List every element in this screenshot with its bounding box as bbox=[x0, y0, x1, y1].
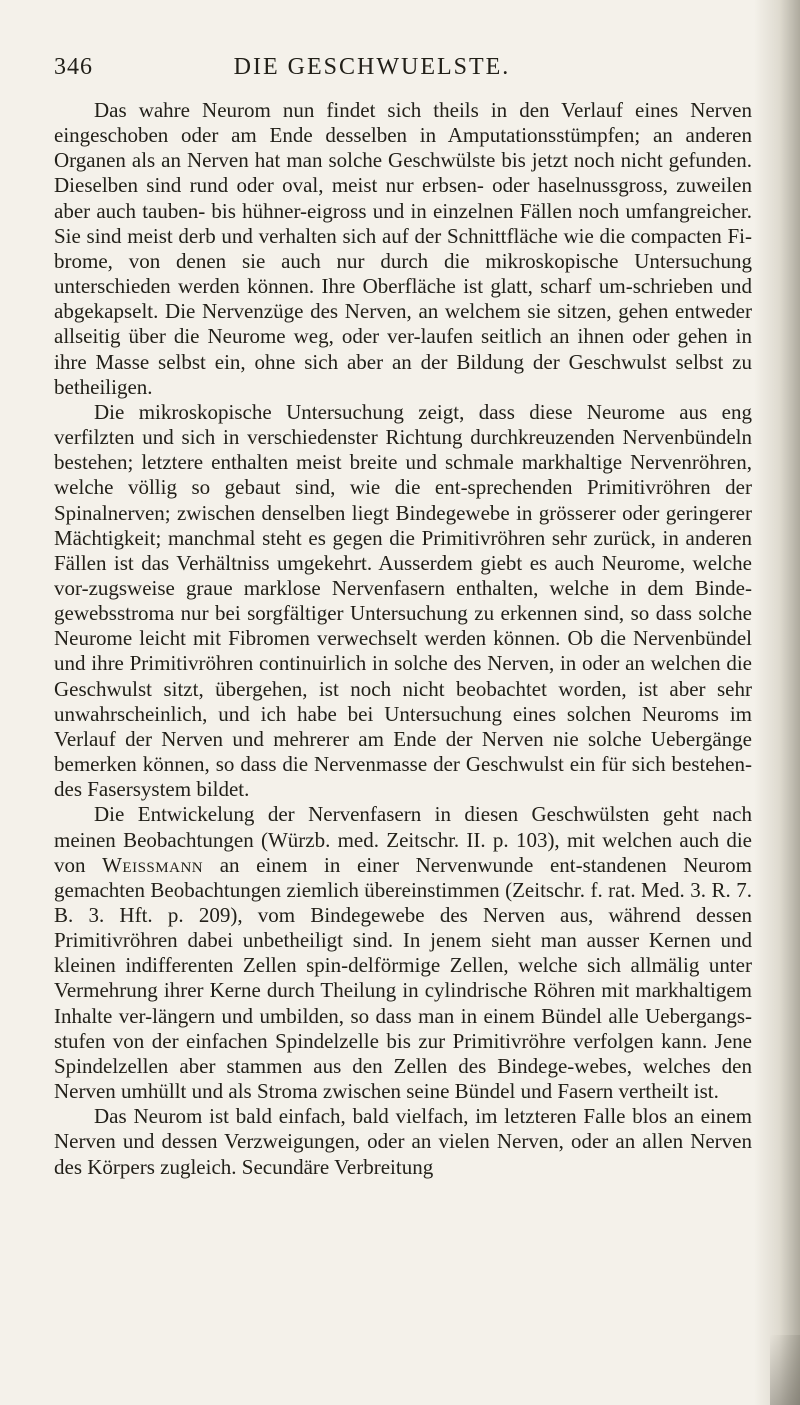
page-edge-shadow bbox=[754, 0, 800, 1405]
paragraph-3 bbox=[54, 802, 752, 1104]
page-number: 346 bbox=[54, 54, 93, 80]
paragraph-3-after: an einem in einer Nervenwunde ent-standenen Neurom gemachten Beobachtungen ziemlich übereinstimmen (Zeitschr. f. rat. Med. 3. R. 7. B. 3. Hft. p. 209), vom Bindegewebe des Nerven aus, während dessen Primitivröhren dabei unbetheiligt sind. In jenem sieht man ausser Kernen und kleinen indifferenten Zellen spin-delförmige Zellen, welche sich allmälig unter Vermehrung ihrer Kerne durch Theilung in cylindrische Röhren mit markhaltigem Inhalte ver-längern und umbilden, so dass man in einem Bündel alle Uebergangs-stufen von der einfachen Spindelzelle bis zur Primitivröhre verfolgen kann. Jene Spindelzellen aber stammen aus den Zellen des Bindege-webes, welches den Nerven umhüllt und als Stroma zwischen seine Bündel und Fasern vertheilt ist. bbox=[54, 852, 753, 1104]
page-header bbox=[44, 54, 760, 98]
paragraph-3-before: Die Entwickelung der Nervenfasern in diesen Geschwülsten geht nach meinen Beobachtungen (Würzb. med. Zeitschr. II. p. 103), mit welchen auch die von bbox=[54, 802, 752, 877]
paragraph-4: Das Neurom ist bald einfach, bald vielfach, im letzteren Falle blos an einem Nerven und dessen Verzweigungen, oder an vielen Nerven, oder an allen Nerven des Körpers zugleich. Secundäre Verbreitung bbox=[54, 1104, 752, 1179]
body-text bbox=[54, 98, 752, 1180]
running-title: DIE GESCHWUELSTE. bbox=[233, 54, 511, 80]
book-page bbox=[44, 0, 760, 1180]
paragraph-1: Das wahre Neurom nun findet sich theils in den Verlauf eines Nerven eingeschoben oder am Ende desselben in Amputationsstümpfen; an anderen Organen als an Nerven hat man solche Geschwülste bis jetzt noch nicht gefunden. Dieselben sind rund oder oval, meist nur erbsen- oder haselnussgross, zuweilen aber auch tauben- bis hühner-eigross und in einzelnen Fällen noch umfangreicher. Sie sind meist derb und verhalten sich auf der Schnittfläche wie die compacten Fi-brome, von denen sie auch nur durch die mikroskopische Untersuchung unterschieden werden können. Ihre Oberfläche ist glatt, scharf um-schrieben und abgekapselt. Die Nervenzüge des Nerven, an welchem sie sitzen, gehen entweder allseitig über die Neurome weg, oder ver-laufen seitlich an ihnen oder gehen in ihre Masse selbst ein, ohne sich aber an der Bildung der Geschwulst selbst zu betheiligen. bbox=[54, 98, 752, 399]
page-corner-shadow bbox=[770, 1335, 800, 1405]
paragraph-2: Die mikroskopische Untersuchung zeigt, dass diese Neurome aus eng verfilzten und sich in verschiedenster Richtung durchkreuzenden Nervenbündeln bestehen; letztere enthalten meist breite und schmale markhaltige Nervenröhren, welche völlig so gebaut sind, wie die ent-sprechenden Primitivröhren der Spinalnerven; zwischen denselben liegt Bindegewebe in grösserer oder geringerer Mächtigkeit; manchmal steht es gegen die Primitivröhren sehr zurück, in anderen Fällen ist das Verhältniss umgekehrt. Ausserdem giebt es auch Neurome, welche vor-zugsweise graue marklose Nervenfasern enthalten, welche in dem Binde-gewebsstroma nur bei sorgfältiger Untersuchung zu erkennen sind, so dass solche Neurome leicht mit Fibromen verwechselt werden können. Ob die Nervenbündel und ihre Primitivröhren continuirlich in solche des Nerven, in oder an welchen die Geschwulst sitzt, übergehen, ist noch nicht beobachtet worden, ist aber sehr unwahrscheinlich, und ich habe bei Untersuchung eines solchen Neuroms im Verlauf der Nerven und mehrerer am Ende der Nerven nie solche Uebergänge bemerken können, so dass die Nervenmasse der Geschwulst ein für sich bestehen-des Fasersystem bildet. bbox=[54, 399, 752, 802]
author-name: Weissmann bbox=[102, 852, 204, 877]
